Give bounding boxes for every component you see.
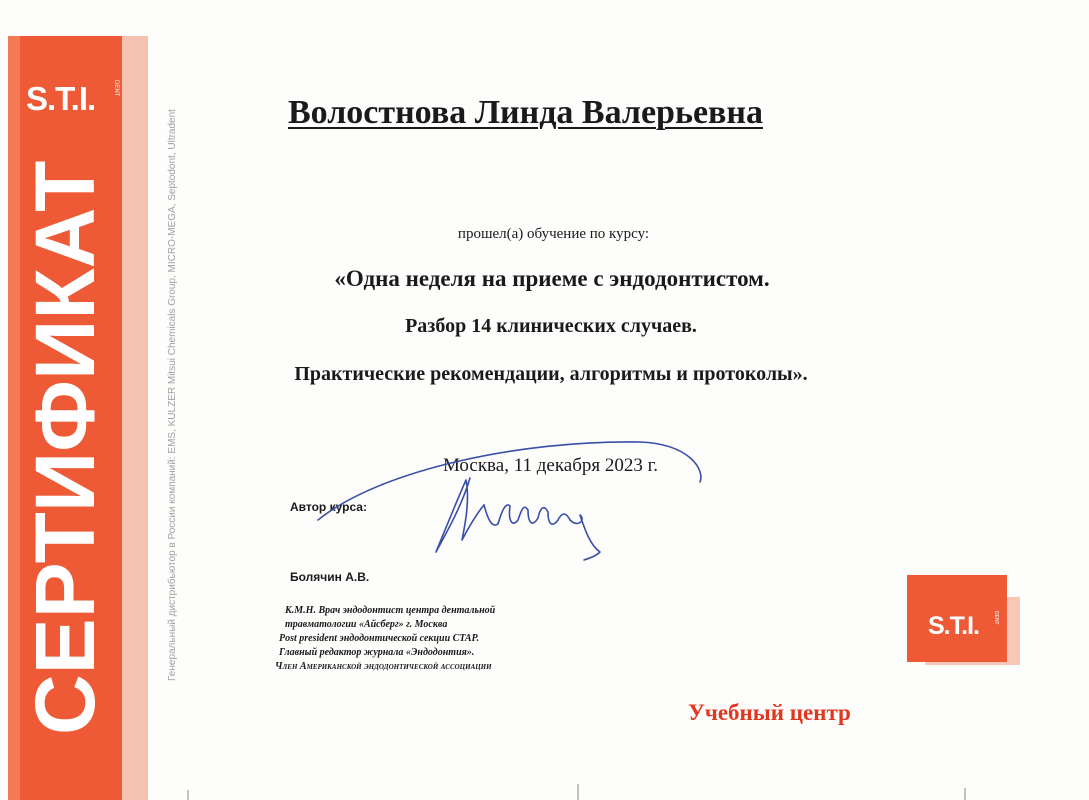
author-label: Автор курса: xyxy=(290,500,367,514)
author-credentials xyxy=(275,604,495,674)
distributor-note: Генеральный дистрибьютор в России компаний: EMS, KULZER Mitsui Chemicals Group, MICRO-MEGA, Septodont, Ultradent xyxy=(167,109,178,681)
credential-line: Член Американской эндодонтической ассоциации xyxy=(275,661,492,672)
course-title-line-2: Разбор 14 клинических случаев. xyxy=(405,315,697,337)
footer-logo-text: S.T.I. xyxy=(928,612,979,640)
scan-marks xyxy=(0,780,1089,800)
credential-line: травматологии «Айсберг» г. Москва xyxy=(285,619,448,630)
course-title-line-1: «Одна неделя на приеме с эндодонтистом. xyxy=(334,266,770,291)
credential-line: К.М.Н. Врач эндодонтист центра дентальной xyxy=(285,605,496,616)
credential-line: Post president эндодонтической секции СТАР. xyxy=(279,633,480,644)
credential-line: Главный редактор журнала «Эндодонтия». xyxy=(279,647,475,658)
sidebar-logo: S.T.I. xyxy=(26,80,96,117)
sidebar-title: СЕРТИФИКАТ xyxy=(18,160,112,735)
training-center-label: Учебный центр xyxy=(688,700,851,725)
sidebar-logo-dent: DENT xyxy=(113,80,119,97)
passed-course-text: прошел(а) обучение по курсу: xyxy=(457,226,650,242)
place-date: Москва, 11 декабря 2023 г. xyxy=(443,455,659,476)
footer-logo-dent: DENT xyxy=(993,611,999,625)
sidebar-band-shadow xyxy=(122,36,148,800)
course-title-line-3: Практические рекомендации, алгоритмы и протоколы». xyxy=(294,363,808,385)
author-name: Болячин А.В. xyxy=(290,570,370,584)
recipient-name: Волостнова Линда Валерьевна xyxy=(288,94,763,131)
